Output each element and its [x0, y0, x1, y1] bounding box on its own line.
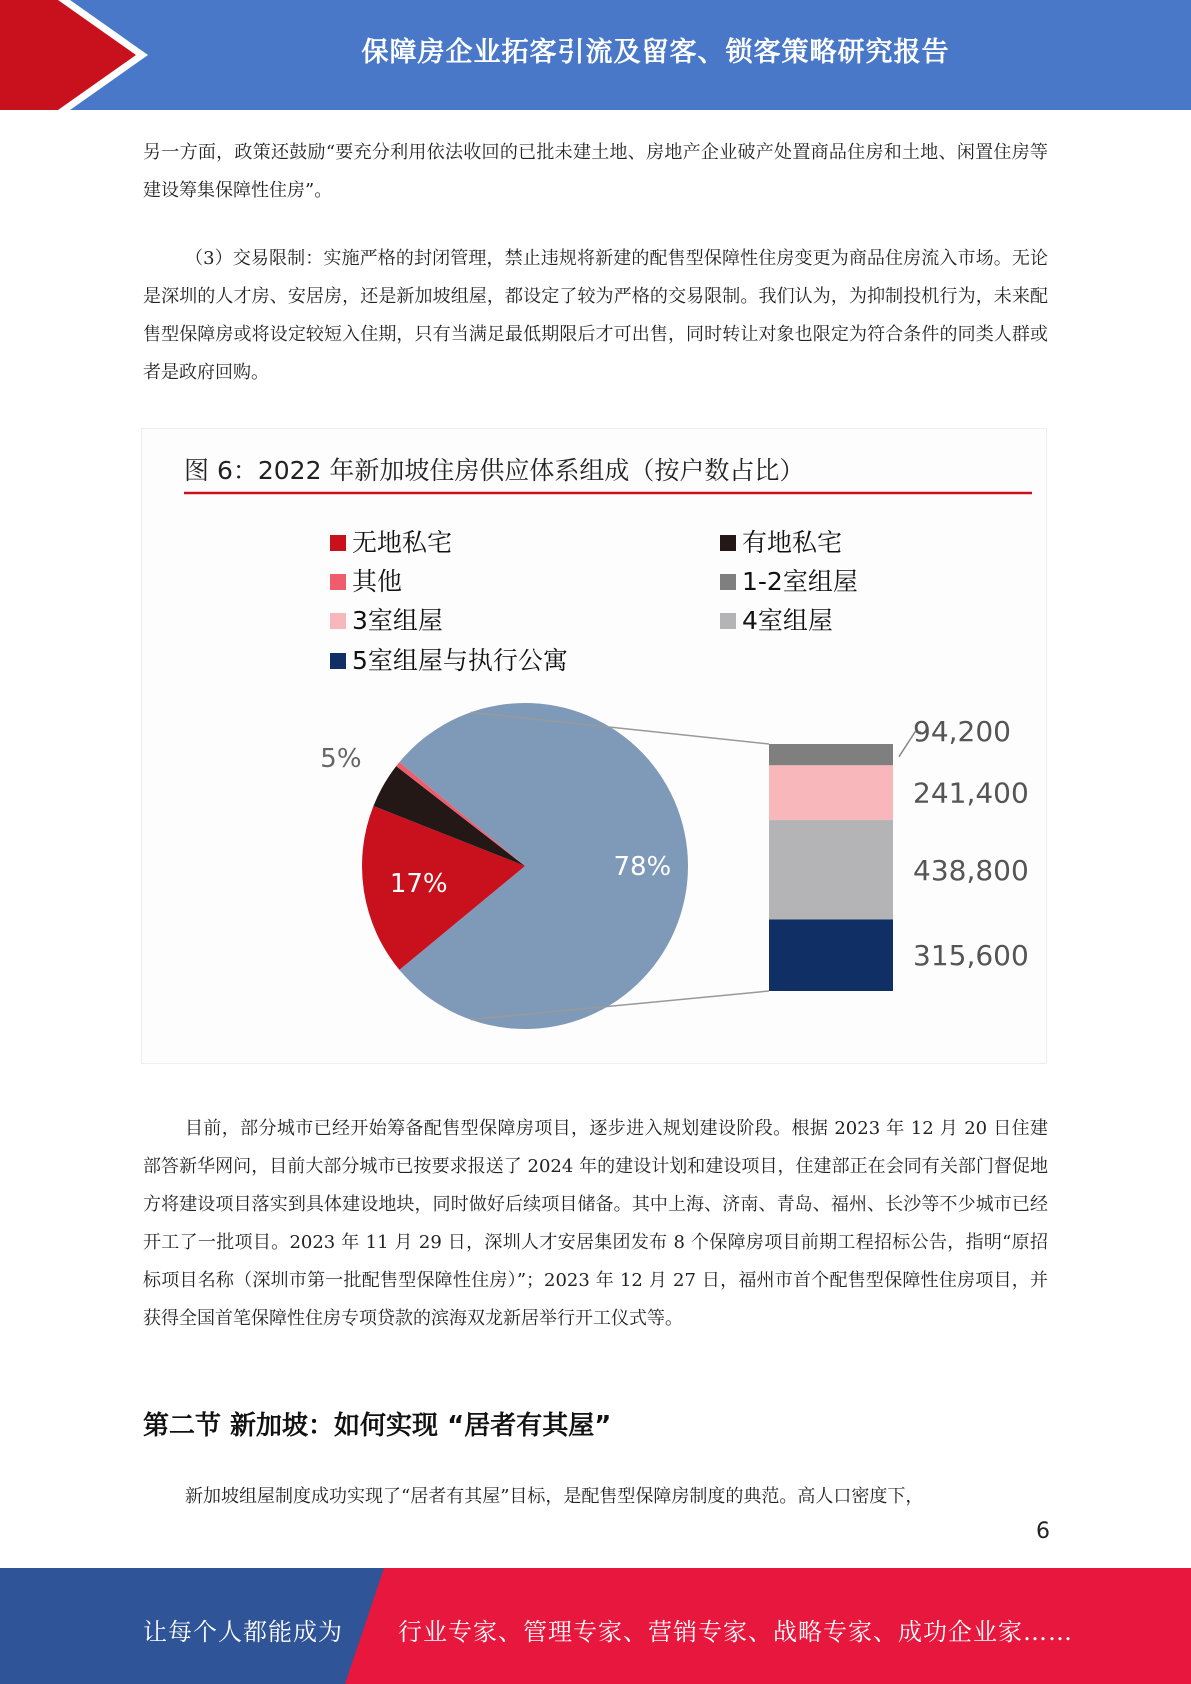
- stack-segment: [769, 765, 893, 820]
- section-title: 第二节 新加坡：如何实现 “居者有其屋”: [143, 1411, 612, 1441]
- stack-segment: [769, 744, 893, 765]
- stack-segment-label: 94,200: [913, 715, 1011, 748]
- paragraph-1: 另一方面，政策还鼓励“要充分利用依法收回的已批未建土地、房地产企业破产处置商品住房和土地、闲置住房等建设筹集保障性住房”。: [143, 142, 1048, 201]
- stack-segment-label: 315,600: [913, 939, 1029, 973]
- legend-label: 无地私宅: [352, 528, 453, 557]
- legend-swatch: [330, 535, 346, 551]
- footer-slogan-left: 让每个人都能成为: [143, 1618, 343, 1646]
- legend-label: 1-2室组屋: [742, 567, 858, 596]
- stack-segment-label: 438,800: [913, 853, 1029, 887]
- stack-segment: [769, 919, 893, 991]
- pie-slice-label: 17%: [389, 868, 448, 899]
- chart-title: 图 6：2022 年新加坡住房供应体系组成（按户数占比）: [184, 456, 805, 485]
- legend-label: 3室组屋: [352, 606, 443, 635]
- legend-swatch: [330, 653, 346, 669]
- page-number: 6: [1036, 1519, 1050, 1544]
- footer-slogan-right: 行业专家、管理专家、营销专家、战略专家、成功企业家……: [398, 1618, 1073, 1646]
- legend-swatch: [720, 613, 736, 629]
- pie-chart: [320, 703, 688, 1029]
- legend-swatch: [330, 574, 346, 590]
- page-header: [0, 0, 1191, 110]
- legend-label: 4室组屋: [742, 606, 833, 635]
- chart-svg: [142, 429, 1046, 1063]
- paragraph-2: （3）交易限制：实施严格的封闭管理，禁止违规将新建的配售型保障性住房变更为商品住房流入市场。无论是深圳的人才房、安居房，还是新加坡组屋，都设定了较为严格的交易限制。我们认为，为抑制投机行为，未来配售型保障房或将设定较短入住期，只有当满足最低期限后才可出售，同时转让对象也限定为符合条件的同类人群或者是政府回购。: [143, 248, 1048, 383]
- chart-legend: [330, 528, 858, 675]
- header-title: 保障房企业拓客引流及留客、锁客策略研究报告: [361, 37, 950, 68]
- stacked-bar: [769, 715, 1029, 991]
- legend-label: 其他: [352, 567, 403, 596]
- legend-label: 5室组屋与执行公寓: [352, 646, 568, 675]
- legend-label: 有地私宅: [742, 528, 843, 557]
- paragraph-4: 新加坡组屋制度成功实现了“居者有其屋”目标，是配售型保障房制度的典范。高人口密度下，: [185, 1486, 924, 1507]
- pie-slice-label: 5%: [320, 744, 362, 775]
- legend-swatch: [720, 535, 736, 551]
- legend-swatch: [720, 574, 736, 590]
- page-footer: [0, 1568, 1191, 1684]
- legend-swatch: [330, 613, 346, 629]
- figure-6: [141, 428, 1047, 1064]
- stack-segment: [769, 820, 893, 919]
- stack-segment-label: 241,400: [913, 776, 1029, 810]
- paragraph-3: 目前，部分城市已经开始筹备配售型保障房项目，逐步进入规划建设阶段。根据 2023 年 12 月 20 日住建部答新华网问，目前大部分城市已按要求报送了 2024 年的建设计划和建设项目，住建部正在会同有关部门督促地方将建设项目落实到具体建设地块，同时做好后续项目储备。其中上海、济南、青岛、福州、长沙等不少城市已经开工了一批项目。2023 年 11 月 29 日，深圳人才安居集团发布 8 个保障房项目前期工程招标公告，指明“原招标项目名称（深圳市第一批配售型保障性住房）”；2023 年 12 月 27 日，福州市首个配售型保障性住房项目，并获得全国首笔保障性住房专项贷款的滨海双龙新居举行开工仪式等。: [143, 1118, 1048, 1329]
- pie-slice-label: 78%: [613, 852, 672, 882]
